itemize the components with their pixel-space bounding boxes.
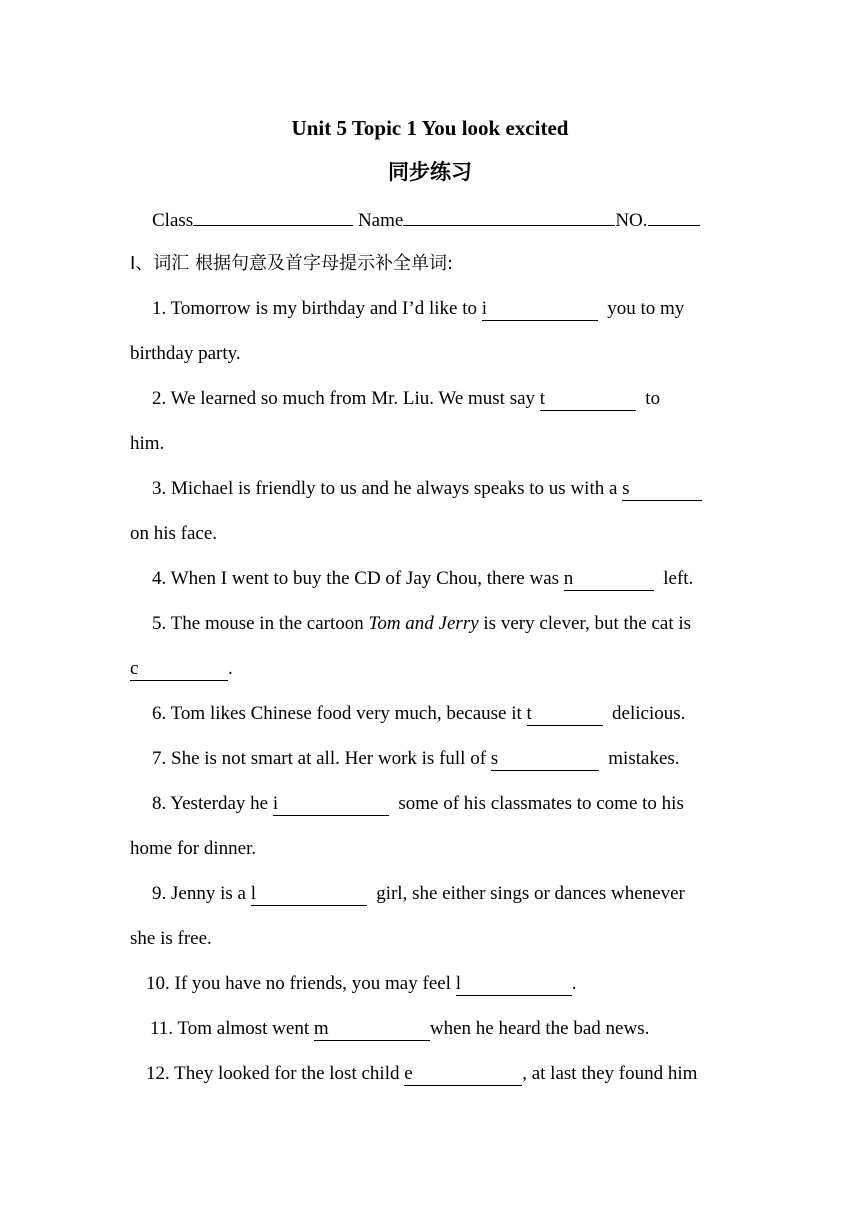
question-text: is very clever, but the cat is xyxy=(478,613,692,634)
question-text: 12. They looked for the lost child xyxy=(146,1063,405,1084)
question-text: 6. Tom likes Chinese food very much, because it xyxy=(152,703,527,724)
question-text: you to my xyxy=(597,298,685,319)
hint-letter: l xyxy=(250,883,256,904)
hint-letter: s xyxy=(622,478,630,499)
class-blank[interactable] xyxy=(193,206,353,226)
answer-blank[interactable] xyxy=(540,388,636,411)
question-text: 2. We learned so much from Mr. Liu. We must say xyxy=(152,388,540,409)
answer-blank[interactable] xyxy=(564,568,654,591)
question-6 xyxy=(152,701,685,727)
page-subtitle: 同步练习 xyxy=(388,160,472,184)
question-text: 1. Tomorrow is my birthday and I’d like to xyxy=(152,298,482,319)
question-text: to xyxy=(635,388,661,409)
hint-letter: c xyxy=(130,658,139,679)
student-info-line xyxy=(152,206,700,234)
question-3-continued: on his face. xyxy=(130,523,218,544)
answer-blank[interactable] xyxy=(130,658,228,681)
answer-blank[interactable] xyxy=(527,703,603,726)
answer-blank[interactable] xyxy=(404,1063,522,1086)
answer-blank[interactable] xyxy=(456,973,572,996)
question-9 xyxy=(152,881,685,907)
question-12 xyxy=(146,1061,697,1087)
hint-letter: t xyxy=(539,388,546,409)
question-7 xyxy=(152,746,680,772)
name-blank[interactable] xyxy=(403,206,615,226)
question-text: 9. Jenny is a xyxy=(152,883,251,904)
answer-blank[interactable] xyxy=(482,298,598,321)
question-8 xyxy=(152,791,684,817)
question-1-continued: birthday party. xyxy=(130,343,241,364)
question-text: when he heard the bad news. xyxy=(429,1018,650,1039)
question-9-continued: she is free. xyxy=(130,928,212,949)
question-2 xyxy=(152,386,660,412)
answer-blank[interactable] xyxy=(251,883,367,906)
hint-letter: m xyxy=(313,1018,329,1039)
question-text: 11. Tom almost went xyxy=(150,1018,314,1039)
question-text: 8. Yesterday he xyxy=(152,793,273,814)
question-text: some of his classmates to come to his xyxy=(388,793,684,814)
question-text: 10. If you have no friends, you may feel xyxy=(146,973,456,994)
hint-letter: l xyxy=(455,973,461,994)
answer-blank[interactable] xyxy=(622,478,702,501)
question-text: 5. The mouse in the cartoon xyxy=(152,613,369,634)
question-text: 4. When I went to buy the CD of Jay Chou, there was xyxy=(152,568,564,589)
question-text: delicious. xyxy=(602,703,686,724)
cartoon-title: Tom and Jerry xyxy=(368,613,479,634)
page-title: Unit 5 Topic 1 You look excited xyxy=(291,116,569,140)
section-heading: Ⅰ、词汇 根据句意及首字母提示补全单词: xyxy=(130,253,454,274)
no-blank[interactable] xyxy=(648,206,700,226)
question-3 xyxy=(152,476,702,502)
question-text: mistakes. xyxy=(598,748,680,769)
question-text: . xyxy=(571,973,577,994)
question-10 xyxy=(146,971,576,997)
hint-letter: i xyxy=(272,793,279,814)
name-label: Name xyxy=(357,210,404,231)
question-text: girl, she either sings or dances whenever xyxy=(366,883,685,904)
hint-letter: s xyxy=(490,748,499,769)
question-1 xyxy=(152,296,684,322)
question-5-continued xyxy=(130,656,233,682)
question-text: , at last they found him xyxy=(522,1063,698,1084)
hint-letter: n xyxy=(563,568,574,589)
class-label: Class xyxy=(152,210,194,231)
no-label: NO. xyxy=(615,210,648,231)
question-text: 3. Michael is friendly to us and he always speaks to us with a xyxy=(152,478,623,499)
question-text: 7. She is not smart at all. Her work is full of xyxy=(152,748,491,769)
hint-letter: e xyxy=(404,1063,413,1084)
question-8-continued: home for dinner. xyxy=(130,838,257,859)
answer-blank[interactable] xyxy=(273,793,389,816)
question-text: . xyxy=(228,658,233,679)
question-text: left. xyxy=(653,568,694,589)
answer-blank[interactable] xyxy=(314,1018,430,1041)
question-5 xyxy=(152,611,691,637)
question-11 xyxy=(150,1016,649,1042)
question-4 xyxy=(152,566,693,592)
hint-letter: t xyxy=(526,703,532,724)
question-2-continued: him. xyxy=(130,433,165,454)
hint-letter: i xyxy=(481,298,487,319)
answer-blank[interactable] xyxy=(491,748,599,771)
